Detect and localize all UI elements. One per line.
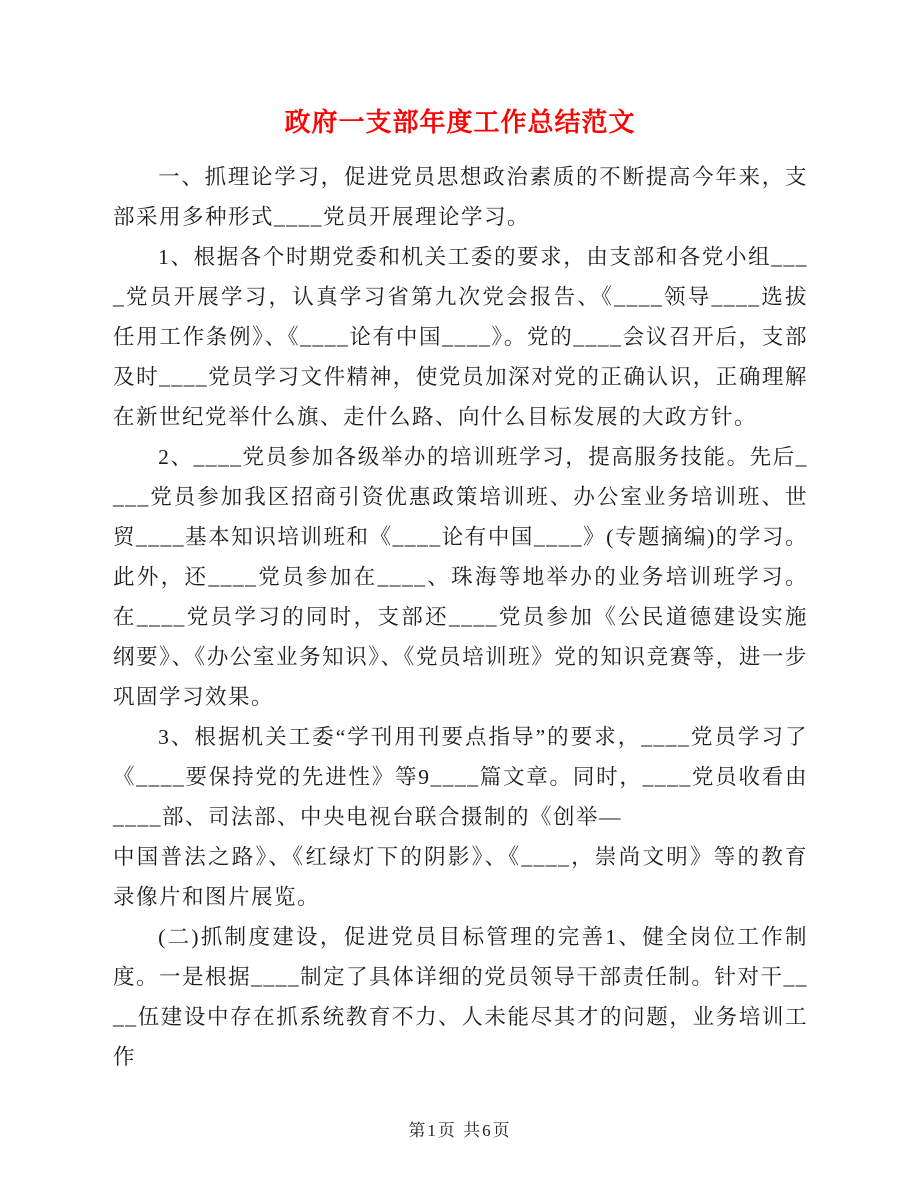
document-body (113, 157, 808, 1077)
paragraph: 一、抓理论学习，促进党员思想政治素质的不断提高今年来，支部采用多种形式____党员开展理论学习。 (113, 165, 808, 229)
paragraph: 中国普法之路》、《红绿灯下的阴影》、《____，崇尚文明》等的教育录像片和图片展览。 (113, 845, 808, 909)
paragraph: 3、根据机关工委“学刊用刊要点指导”的要求，____党员学习了《____要保持党的先进性》等9____篇文章。同时，____党员收看由____部、司法部、中央电视台联合摄制的《创举— (113, 725, 808, 829)
paragraph: 1、根据各个时期党委和机关工委的要求，由支部和各党小组____党员开展学习，认真学习省第九次党会报告、《____领导____选拔任用工作条例》、《____论有中国____》。党的____会议召开后，支部及时____党员学习文件精神，使党员加深对党的正确认识，正确理解在新世纪党举什么旗、走什么路、向什么目标发展的大政方针。 (113, 245, 808, 429)
page-number: 第1页 共6页 (408, 1121, 512, 1140)
paragraph: 2、____党员参加各级举办的培训班学习，提高服务技能。先后____党员参加我区招商引资优惠政策培训班、办公室业务培训班、世贸____基本知识培训班和《____论有中国____》(专题摘编)的学习。此外，还____党员参加在____、珠海等地举办的业务培训班学习。在____党员学习的同时，支部还____党员参加《公民道德建设实施纲要》、《办公室业务知识》、《党员培训班》党的知识竞赛等，进一步巩固学习效果。 (113, 445, 808, 709)
page-footer (0, 1116, 920, 1141)
paragraph: (二)抓制度建设，促进党员目标管理的完善1、健全岗位工作制度。一是根据____制定了具体详细的党员领导干部责任制。针对干____伍建设中存在抓系统教育不力、人未能尽其才的问题，业务培训工作 (113, 925, 808, 1069)
document-title: 政府一支部年度工作总结范文 (284, 108, 636, 137)
